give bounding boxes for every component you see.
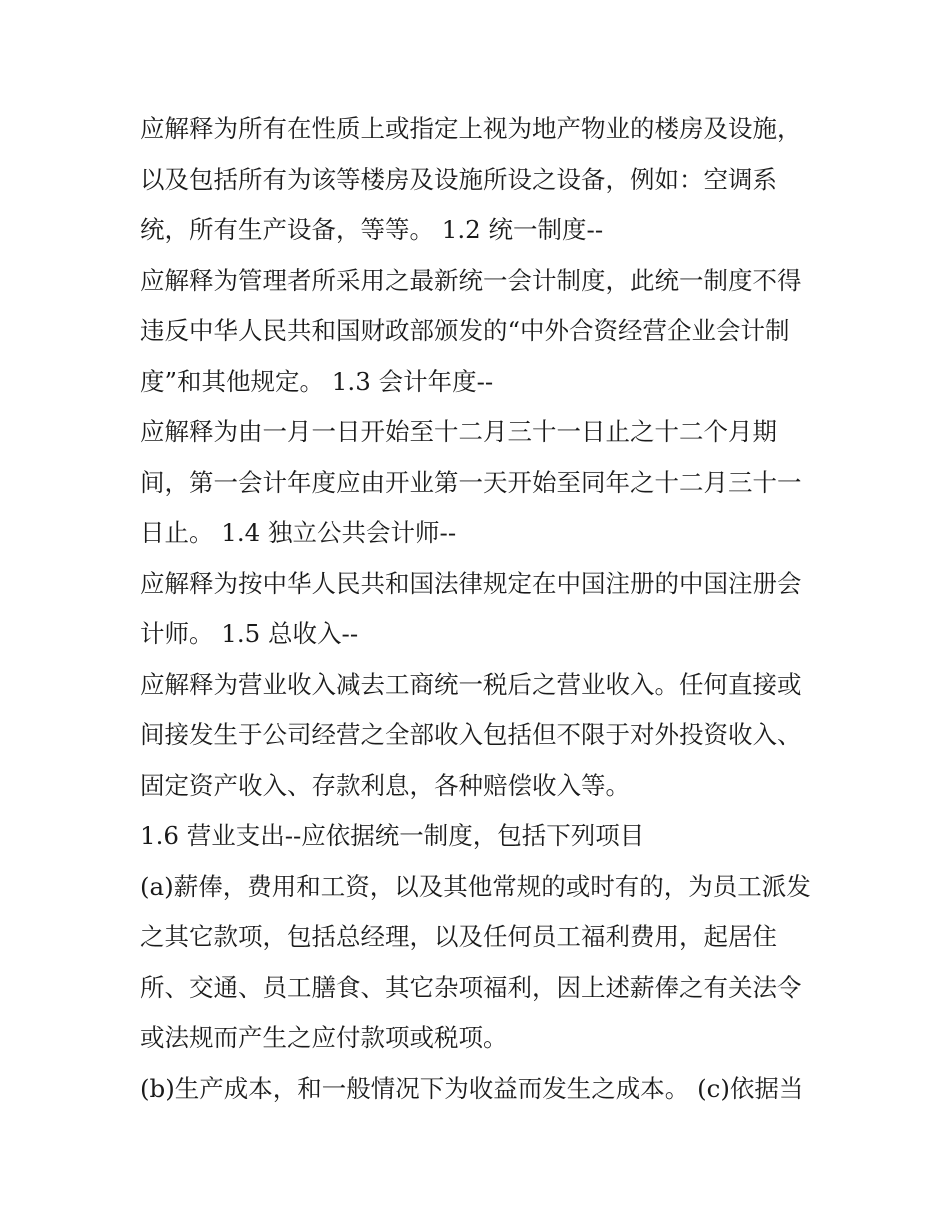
paragraph-operating-expenses-heading: 1.6 营业支出--应依据统一制度，包括下列项目 xyxy=(140,821,645,850)
document-body xyxy=(140,104,820,1114)
paragraph-fiscal-year-definition: 应解释为由一月一日开始至十二月三十一日止之十二个月期间，第一会计年度应由开业第一天开始至同年之十二月三十一日止。 1.4 独立公共会计师-- xyxy=(140,417,802,547)
paragraph-uniform-system-definition: 应解释为管理者所采用之最新统一会计制度，此统一制度不得违反中华人民共和国财政部颁发的“中外合资经营企业会计制度”和其他规定。 1.3 会计年度-- xyxy=(140,265,802,396)
paragraph-gross-revenue-definition: 应解释为营业收入减去工商统一税后之营业收入。任何直接或间接发生于公司经营之全部收入包括但不限于对外投资收入、固定资产收入、存款利息，各种赔偿收入等。 xyxy=(140,669,802,800)
paragraph-item-a-salaries: (a)薪俸，费用和工资，以及其他常规的或时有的，为员工派发之其它款项，包括总经理，以及任何员工福利费用，起居住所、交通、员工膳食、其它杂项福利，因上述薪俸之有关法令或法规而产生之应付款项或税项。 xyxy=(140,871,811,1052)
paragraph-real-property-definition: 应解释为所有在性质上或指定上视为地产物业的楼房及设施，以及包括所有为该等楼房及设施所设之设备，例如：空调系统，所有生产设备，等等。 1.2 统一制度-- xyxy=(140,114,802,244)
paragraph-item-b-production-costs: (b)生产成本，和一般情况下为收益而发生之成本。 (c)依据当 xyxy=(140,1073,804,1103)
paragraph-independent-accountant-definition: 应解释为按中华人民共和国法律规定在中国注册的中国注册会计师。 1.5 总收入-- xyxy=(140,568,802,648)
